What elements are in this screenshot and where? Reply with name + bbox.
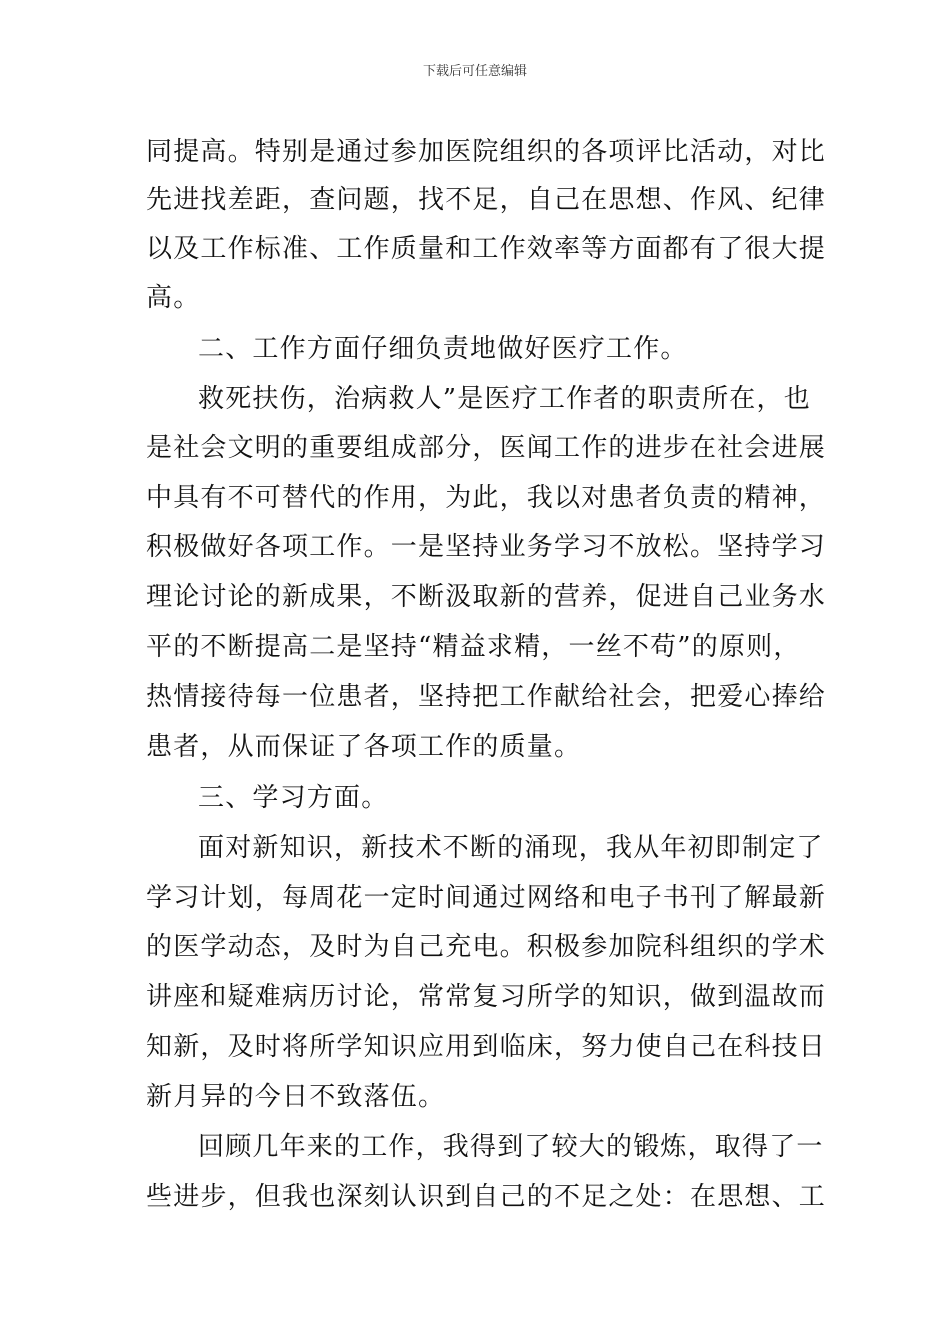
paragraph-first-line: 救死扶伤，治病救人”是医疗工作者的职责所在，也 (198, 384, 811, 414)
body-line: 理论讨论的新成果，不断汲取新的营养，促进自己业务水 (146, 582, 827, 612)
body-line: 同提高。特别是通过参加医院组织的各项评比活动，对比 (146, 137, 827, 167)
body-line: 平的不断提高二是坚持“精益求精，一丝不苟”的原则， (146, 632, 801, 662)
body-line: 些进步，但我也深刻认识到自己的不足之处：在思想、工 (146, 1182, 827, 1212)
section-heading: 三、学习方面。 (198, 783, 389, 813)
body-line: 高。 (146, 283, 201, 313)
body-line: 知新，及时将所学知识应用到临床，努力使自己在科技日 (146, 1032, 827, 1062)
body-line: 中具有不可替代的作用，为此，我以对患者负责的精神， (146, 483, 827, 513)
body-line: 以及工作标准、工作质量和工作效率等方面都有了很大提 (146, 234, 827, 264)
paragraph-first-line: 回顾几年来的工作，我得到了较大的锻炼，取得了一 (198, 1132, 824, 1162)
body-line: 讲座和疑难病历讨论，常常复习所学的知识，做到温故而 (146, 982, 827, 1012)
body-line: 是社会文明的重要组成部分，医闻工作的进步在社会进展 (146, 433, 827, 463)
page-header: 下载后可任意编辑 (422, 64, 527, 79)
body-line: 患者，从而保证了各项工作的质量。 (146, 732, 582, 762)
body-line: 积极做好各项工作。一是坚持业务学习不放松。坚持学习 (146, 532, 827, 562)
body-line: 热情接待每一位患者，坚持把工作献给社会，把爱心捧给 (146, 682, 827, 712)
body-line: 学习计划，每周花一定时间通过网络和电子书刊了解最新 (146, 883, 827, 913)
body-line: 新月异的今日不致落伍。 (146, 1082, 446, 1112)
body-line: 先进找差距，查问题，找不足，自己在思想、作风、纪律 (146, 185, 827, 215)
body-line: 的医学动态，及时为自己充电。积极参加院科组织的学术 (146, 932, 827, 962)
paragraph-first-line: 面对新知识，新技术不断的涌现，我从年初即制定了 (198, 833, 824, 863)
section-heading: 二、工作方面仔细负责地做好医疗工作。 (198, 334, 688, 364)
